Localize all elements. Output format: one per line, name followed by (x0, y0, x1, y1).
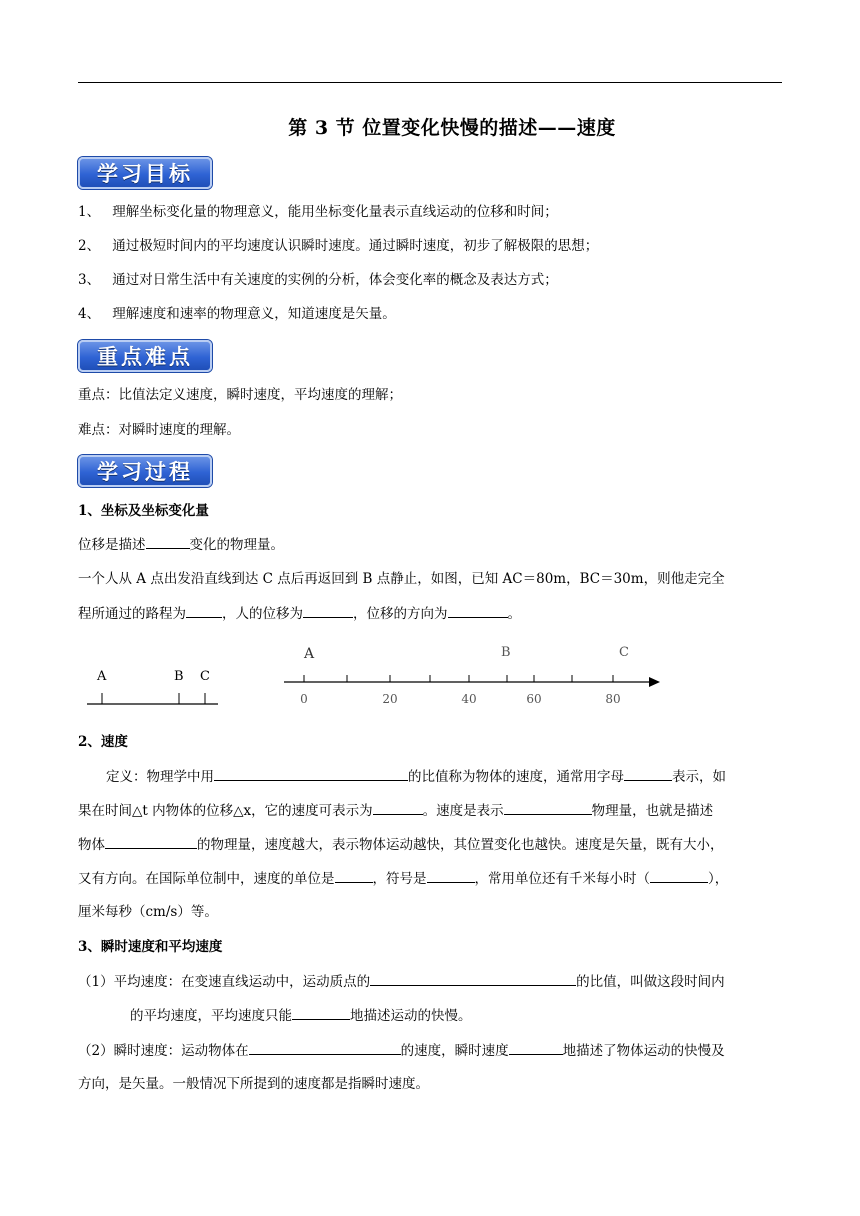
text-run: 变化的物理量。 (189, 537, 284, 553)
fill-blank (509, 1040, 563, 1055)
axis-point-label-b: B (501, 645, 511, 660)
part2-line (78, 868, 784, 889)
page-title: 第 3 节 位置变化快慢的描述——速度 (288, 117, 616, 139)
fill-blank (427, 868, 475, 883)
part2-line: 厘米每秒（cm/s）等。 (78, 904, 218, 920)
part2-line (78, 834, 784, 855)
text-run: 。速度是表示 (422, 803, 504, 819)
fill-blank (303, 603, 353, 618)
header-rule (78, 82, 782, 83)
axis-point-label-c: C (619, 645, 629, 660)
fill-blank (448, 603, 508, 618)
text-run: 的比值称为物体的速度，通常用字母 (408, 769, 624, 785)
part3-heading: 3、瞬时速度和平均速度 (78, 939, 223, 955)
part3-line (78, 1040, 784, 1061)
text-run: 果在时间△t 内物体的位移△x，它的速度可表示为 (78, 803, 373, 819)
fill-blank (650, 868, 708, 883)
axis-arrow-icon (649, 677, 660, 687)
part1-line (78, 534, 784, 555)
objective-text: 通过极短时间内的平均速度认识瞬时速度。通过瞬时速度，初步了解极限的思想； (112, 238, 599, 254)
part1-line: 一个人从 A 点出发沿直线到达 C 点后再返回到 B 点静止，如图，已知 AC＝80m，BC＝30m，则他走完全 (78, 571, 725, 587)
text-run: 的速度，瞬时速度 (400, 1043, 509, 1059)
point-label-b: B (174, 669, 184, 684)
text-run: 定义：物理学中用 (106, 769, 214, 785)
fill-blank (292, 1005, 350, 1020)
fill-blank (370, 971, 576, 986)
part3-line (78, 971, 784, 992)
fill-blank (373, 800, 423, 815)
axis-group (284, 677, 660, 687)
objective-item (78, 236, 784, 256)
tick-label: 80 (605, 692, 621, 706)
tick-label: 60 (526, 692, 542, 706)
fill-blank (335, 868, 373, 883)
text-run: 的比值，叫做这段时间内 (576, 974, 725, 990)
fill-blank (186, 603, 222, 618)
tick-label: 20 (382, 692, 398, 706)
key-point-text: 重点：比值法定义速度，瞬时速度，平均速度的理解； (78, 387, 402, 403)
text-run: （2）瞬时速度：运动物体在 (78, 1043, 249, 1059)
point-label-c: C (200, 669, 210, 684)
text-run: ）， (708, 871, 729, 887)
part2-line (78, 800, 784, 821)
part3-line (78, 1005, 836, 1026)
text-run: ，位移的方向为 (353, 606, 448, 622)
fill-blank (214, 766, 408, 781)
text-run: 地描述运动的快慢。 (350, 1008, 472, 1024)
text-run: 的平均速度，平均速度只能 (130, 1008, 292, 1024)
objective-item (78, 270, 784, 290)
difficult-point-text: 难点：对瞬时速度的理解。 (78, 422, 240, 438)
objective-number: 2、 (78, 238, 101, 254)
objective-number: 3、 (78, 272, 101, 288)
part1-line (78, 603, 784, 624)
text-run: 。 (507, 606, 521, 622)
objective-text: 理解速度和速率的物理意义，知道速度是矢量。 (112, 306, 396, 322)
text-run: （1）平均速度：在变速直线运动中，运动质点的 (78, 974, 371, 990)
text-run: 位移是描述 (78, 537, 146, 553)
objective-text: 通过对日常生活中有关速度的实例的分析，体会变化率的概念及表达方式； (112, 272, 558, 288)
text-run: 物理量，也就是描述 (591, 803, 714, 819)
text-run: ，人的位移为 (222, 606, 303, 622)
tick-label: 40 (461, 692, 477, 706)
text-run: 又有方向。在国际单位制中，速度的单位是 (78, 871, 335, 887)
objective-text: 理解坐标变化量的物理意义，能用坐标变化量表示直线运动的位移和时间； (112, 204, 558, 220)
tick-label: 0 (300, 692, 308, 706)
axis-point-label-a: A (304, 646, 315, 662)
objectives-banner: 学习目标 (78, 157, 212, 189)
fill-blank (105, 834, 197, 849)
text-run: 地描述了物体运动的快慢及 (562, 1043, 725, 1059)
point-label-a: A (97, 669, 107, 684)
text-run: ，符号是 (372, 871, 427, 887)
part1-heading: 1、坐标及坐标变化量 (78, 503, 209, 519)
objective-item (78, 304, 784, 324)
position-axis-diagram (280, 640, 670, 710)
fill-blank (249, 1040, 401, 1055)
fill-blank (146, 534, 190, 549)
axis-ticks (304, 675, 613, 682)
keypoints-banner: 重点难点 (78, 340, 212, 372)
objective-number: 1、 (78, 204, 101, 220)
part2-line (78, 766, 812, 787)
objective-item (78, 202, 784, 222)
fill-blank (504, 800, 592, 815)
path-diagram-small (82, 660, 222, 710)
objective-number: 4、 (78, 306, 101, 322)
text-run: ，常用单位还有千米每小时（ (474, 871, 650, 887)
text-run: 程所通过的路程为 (78, 606, 186, 622)
part3-line: 方向，是矢量。一般情况下所提到的速度都是指瞬时速度。 (78, 1076, 429, 1092)
process-banner: 学习过程 (78, 455, 212, 487)
text-run: 表示，如 (672, 769, 726, 785)
fill-blank (624, 766, 672, 781)
text-run: 的物理量，速度越大，表示物体运动越快，其位置变化也越快。速度是矢量，既有大小， (197, 837, 724, 853)
part2-heading: 2、速度 (78, 734, 128, 750)
text-run: 物体 (78, 837, 105, 853)
